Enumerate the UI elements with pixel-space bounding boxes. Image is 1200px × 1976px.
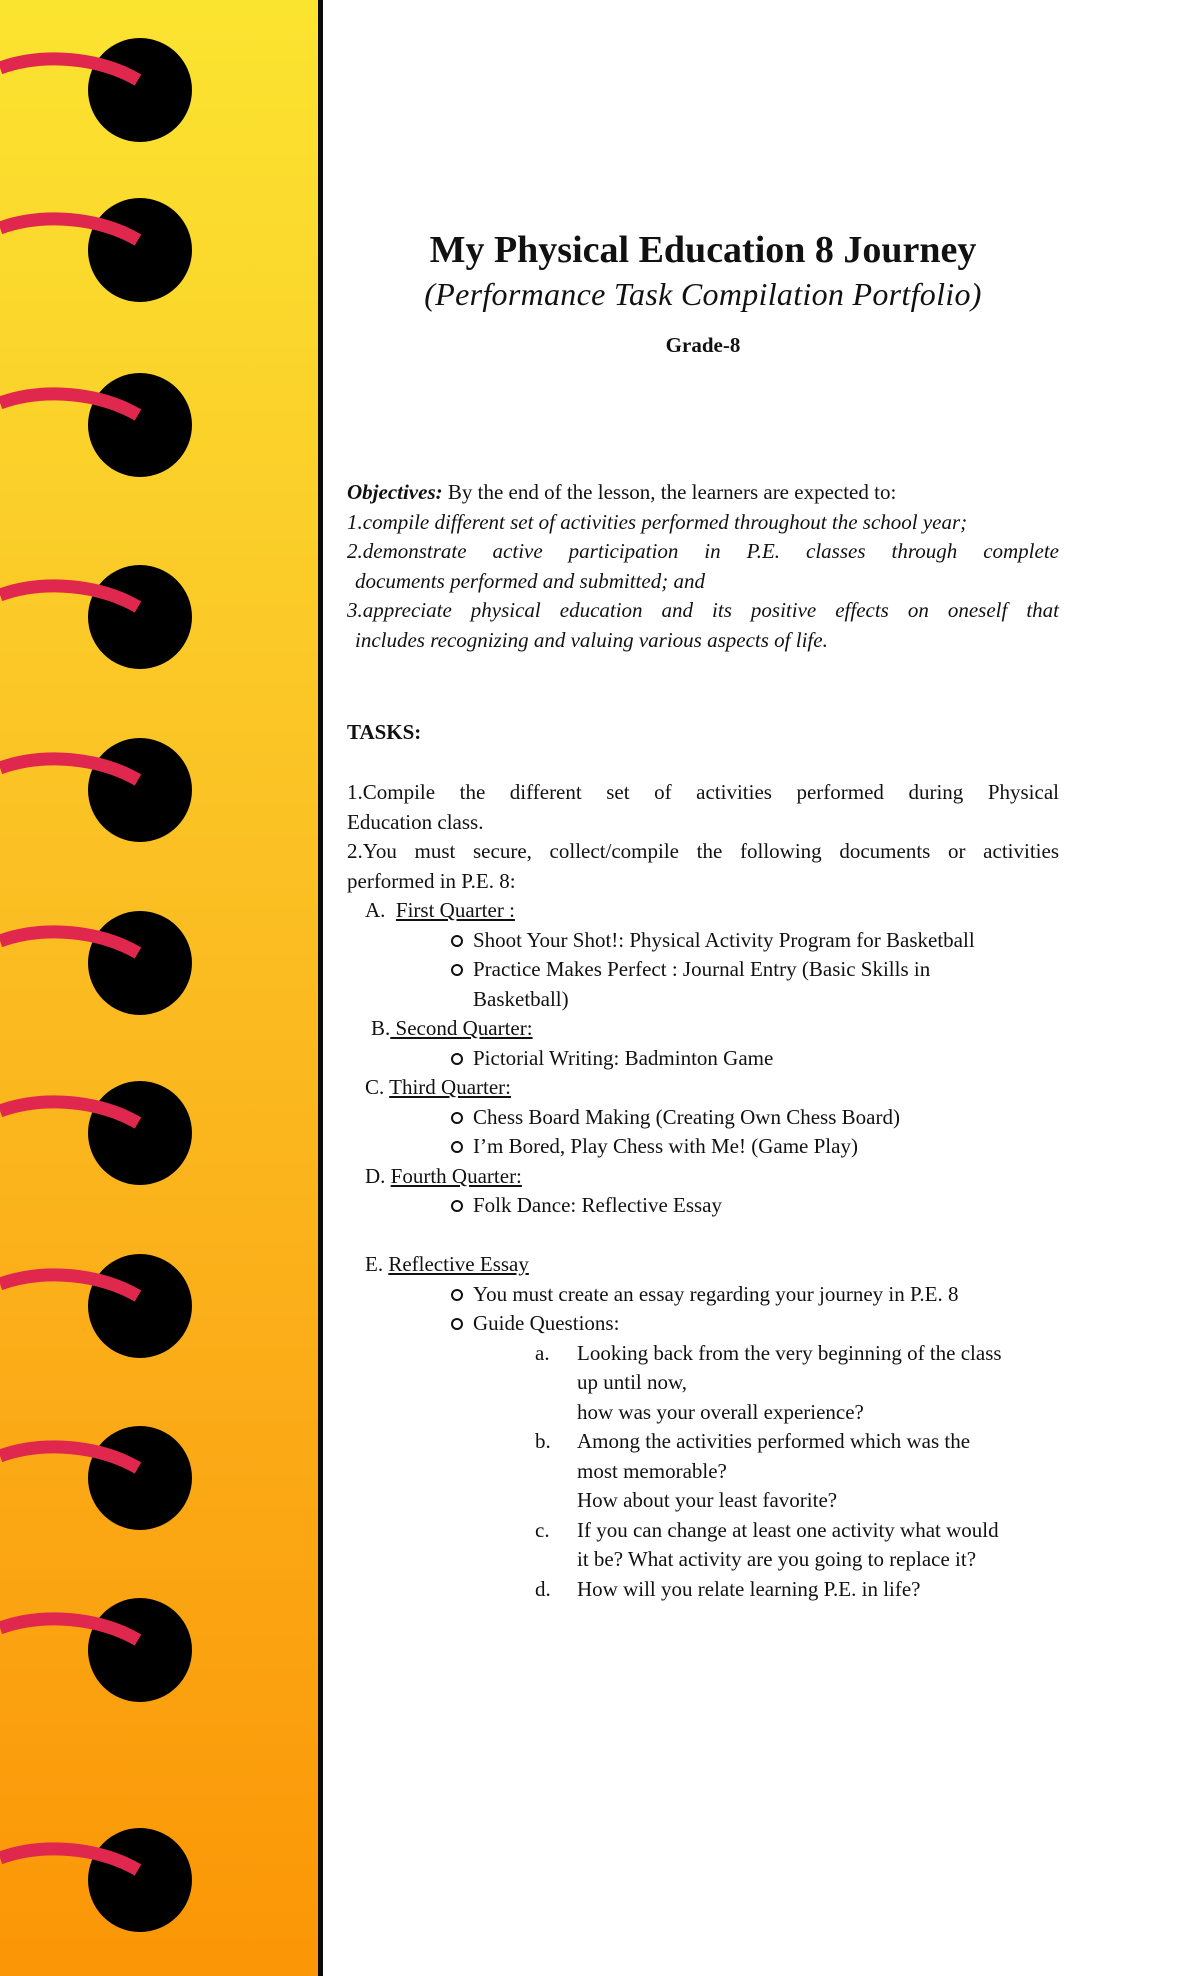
binder-rings (0, 0, 230, 1976)
objectives-heading: Objectives: (347, 480, 443, 504)
guide-question-a (347, 1339, 1059, 1369)
objectives-intro (347, 478, 1059, 508)
question-text: How will you relate learning P.E. in life? (577, 1576, 921, 1601)
question-text: If you can change at least one activity what would (577, 1517, 999, 1542)
binder-ring (0, 38, 192, 142)
list-item (347, 1044, 1059, 1074)
binder-ring (0, 738, 192, 842)
guide-question-b-cont (347, 1457, 1059, 1487)
binder-ring (0, 198, 192, 302)
task-1-line-2: Education class. (347, 809, 484, 834)
question-text: Looking back from the very beginning of the class (577, 1340, 1002, 1365)
quarter-a-heading (347, 896, 1059, 926)
bullet-icon (451, 1053, 463, 1065)
bullet-icon (451, 1112, 463, 1124)
quarter-letter: A. (365, 898, 386, 922)
guide-question-c-cont (347, 1545, 1059, 1575)
binder-ring (0, 1426, 192, 1530)
question-letter: b. (535, 1429, 551, 1453)
list-item (347, 1309, 1059, 1339)
binder-ring (0, 1081, 192, 1185)
question-text: up until now, (577, 1370, 688, 1394)
quarter-letter: D. (365, 1163, 386, 1188)
guide-question-a-cont (347, 1368, 1059, 1398)
ring-hole (88, 1081, 192, 1185)
binder-ring (0, 1598, 192, 1702)
bullet-icon (451, 964, 463, 976)
list-item-text: Folk Dance: Reflective Essay (473, 1193, 723, 1217)
ring-hole (88, 565, 192, 669)
list-item-text: Shoot Your Shot!: Physical Activity Program for Basketball (473, 927, 975, 952)
list-item-text: Practice Makes Perfect : Journal Entry (Basic Skills in (473, 957, 931, 981)
ring-hole (88, 1426, 192, 1530)
quarter-label: Fourth Quarter: (390, 1163, 522, 1188)
list-item (347, 955, 1059, 985)
ring-hole (88, 1598, 192, 1702)
objective-3-line-2: includes recognizing and valuing various aspects of life. (355, 627, 828, 652)
objectives-intro-text: By the end of the lesson, the learners are expected to: (442, 480, 897, 504)
list-item-text: Chess Board Making (Creating Own Chess Board) (473, 1104, 900, 1129)
objective-2-line-2: documents performed and submitted; and (355, 568, 705, 593)
list-item-text: Basketball) (473, 986, 569, 1011)
quarter-d-heading (347, 1162, 1059, 1192)
tasks-section (347, 778, 1059, 1604)
list-item (347, 1280, 1059, 1310)
quarter-b-heading (347, 1014, 1059, 1044)
spine-border (318, 0, 323, 1976)
question-text: most memorable? (577, 1458, 727, 1483)
binder-ring (0, 373, 192, 477)
section-label: Reflective Essay (388, 1252, 529, 1276)
binder-ring (0, 911, 192, 1015)
reflective-essay-heading (347, 1250, 1059, 1280)
tasks-heading: TASKS: (347, 720, 422, 744)
list-item (347, 1132, 1059, 1162)
question-text: how was your overall experience? (577, 1399, 864, 1424)
guide-question-b-cont (347, 1486, 1059, 1516)
quarter-label: Third Quarter: (389, 1075, 512, 1099)
list-item-text: Guide Questions: (473, 1311, 620, 1335)
list-item-continuation (347, 985, 1059, 1015)
ring-hole (88, 373, 192, 477)
list-item-text: Pictorial Writing: Badminton Game (473, 1045, 774, 1070)
bullet-icon (451, 1318, 463, 1330)
binder-ring (0, 1254, 192, 1358)
spacer (347, 1221, 1059, 1251)
guide-question-c (347, 1516, 1059, 1546)
list-item (347, 1103, 1059, 1133)
bullet-icon (451, 1141, 463, 1153)
page-subtitle: (Performance Task Compilation Portfolio) (424, 276, 982, 312)
section-letter: E. (365, 1252, 384, 1276)
objective-3-line-1: 3.appreciate physical education and its positive effects on oneself that (347, 598, 1059, 622)
question-letter: d. (535, 1576, 551, 1601)
ring-hole (88, 1828, 192, 1932)
ring-hole (88, 1254, 192, 1358)
ring-hole (88, 911, 192, 1015)
ring-hole (88, 738, 192, 842)
binder-ring (0, 1828, 192, 1932)
list-item (347, 926, 1059, 956)
ring-hole (88, 198, 192, 302)
task-2-line-2: performed in P.E. 8: (347, 868, 516, 893)
quarter-label: First Quarter : (395, 898, 515, 922)
quarter-c-heading (347, 1073, 1059, 1103)
list-item-text: You must create an essay regarding your journey in P.E. 8 (473, 1281, 959, 1306)
task-2-line-1: 2.You must secure, collect/compile the following documents or activities (347, 839, 1059, 863)
bullet-icon (451, 1200, 463, 1212)
list-item-text: I’m Bored, Play Chess with Me! (Game Play) (473, 1134, 858, 1158)
quarter-label: Second Quarter: (390, 1016, 533, 1040)
task-1-line-1: 1.Compile the different set of activities performed during Physical (347, 780, 1059, 804)
quarter-letter: B. (371, 1016, 391, 1040)
objectives-section (347, 478, 1059, 655)
question-letter: a. (535, 1340, 550, 1365)
objective-2-line-1: 2.demonstrate active participation in P.E. classes through complete (347, 539, 1059, 563)
guide-question-a-cont (347, 1398, 1059, 1428)
page-title: My Physical Education 8 Journey (429, 229, 977, 271)
objective-1: 1.compile different set of activities performed throughout the school year; (347, 509, 968, 534)
question-letter: c. (535, 1517, 550, 1542)
question-text: How about your least favorite? (577, 1488, 838, 1512)
binder-ring (0, 565, 192, 669)
guide-question-b (347, 1427, 1059, 1457)
bullet-icon (451, 1289, 463, 1301)
guide-question-d (347, 1575, 1059, 1605)
ring-hole (88, 38, 192, 142)
list-item (347, 1191, 1059, 1221)
question-text: Among the activities performed which was the (577, 1429, 971, 1453)
quarter-letter: C. (365, 1075, 385, 1099)
question-text: it be? What activity are you going to replace it? (577, 1547, 977, 1571)
grade-label: Grade-8 (665, 333, 741, 357)
bullet-icon (451, 935, 463, 947)
